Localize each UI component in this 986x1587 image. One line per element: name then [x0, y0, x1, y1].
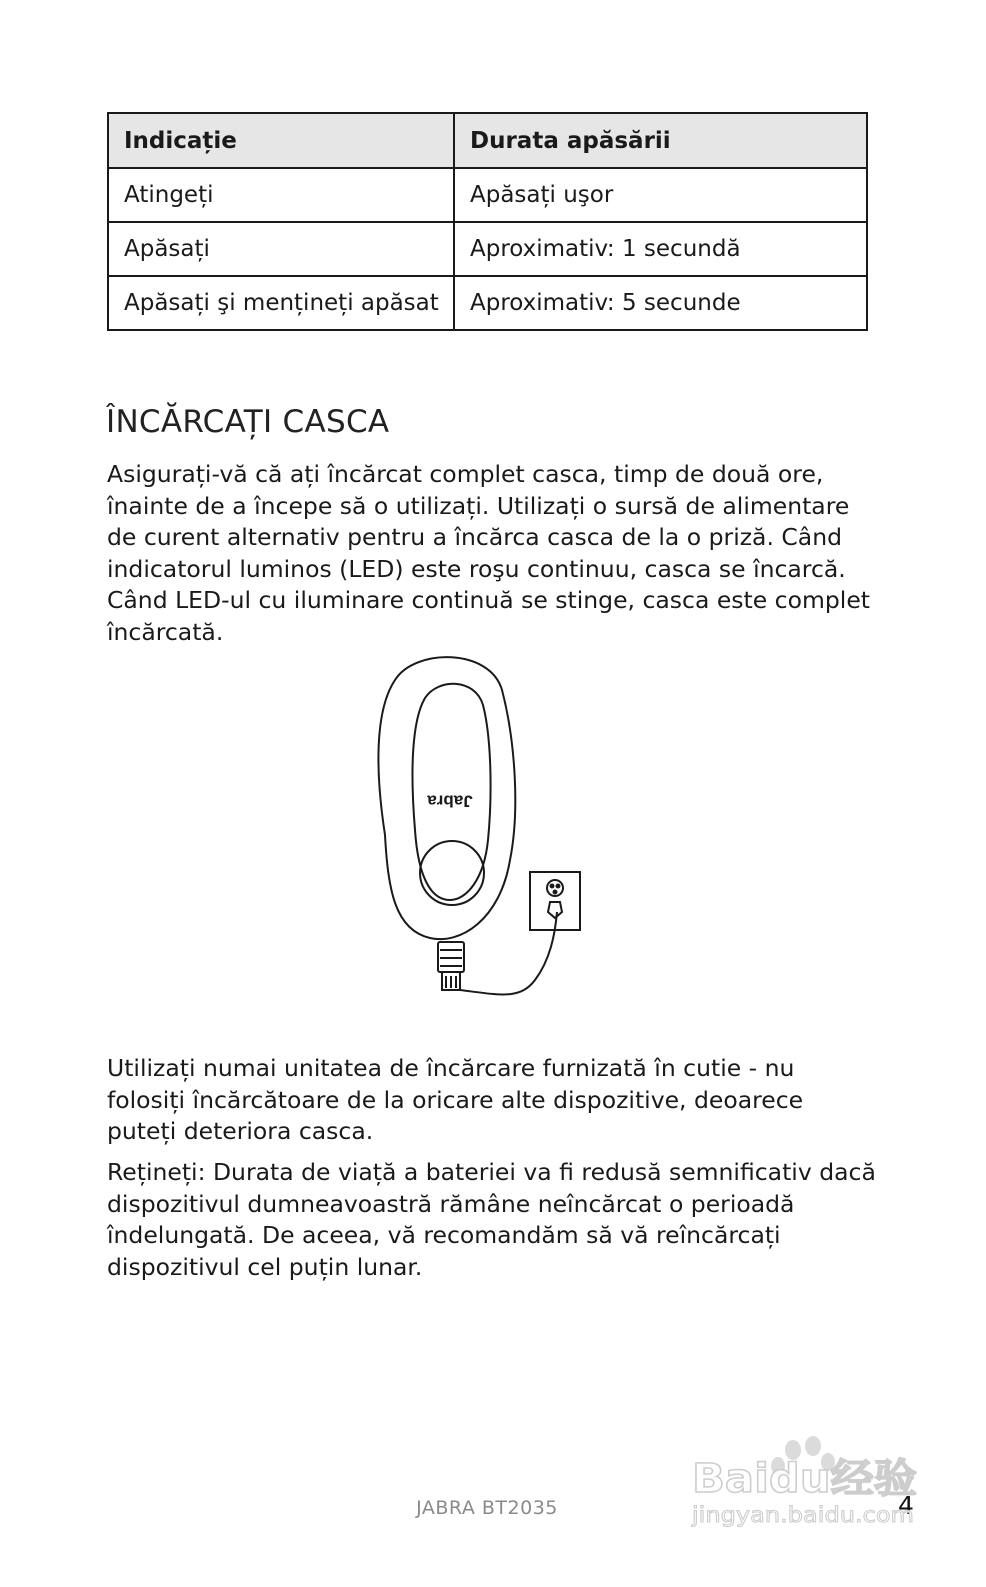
watermark-brand: Baidu经验 — [692, 1456, 917, 1502]
table-cell: Aproximativ: 1 secundă — [454, 222, 867, 276]
table-cell: Apăsați şi mențineți apăsat — [108, 276, 454, 330]
charging-intro-paragraph: Asigurați-vă că ați încărcat complet casca, timp de două ore, înainte de a începe să o utilizați. Utilizați o sursă de alimentare de curent alternativ pentru a încărca casca de la o priză. Când indicatorul luminos (LED) este roşu continuu, casca se încarcă. Când LED-ul cu iluminare continuă se stinge, casca este complet încărcată. — [107, 460, 870, 646]
charger-warning-paragraph: Utilizați numai unitatea de încărcare furnizată în cutie - nu folosiți încărcătoare de la oricare alte dispozitive, deoarece puteți deteriora casca. — [107, 1054, 804, 1145]
table-cell: Atingeți — [108, 168, 454, 222]
charger-cable — [460, 912, 557, 994]
page-number: 4 — [898, 1491, 914, 1520]
press-duration-table — [107, 112, 868, 331]
charger-brand-logo: Jabra — [427, 791, 473, 811]
table-cell: Apăsați uşor — [454, 168, 867, 222]
header-indication: Indicație — [108, 113, 454, 168]
section-heading: ÎNCĂRCAȚI CASCA — [106, 404, 390, 440]
table-row — [108, 222, 867, 276]
charger-button-circle — [420, 841, 484, 905]
baidu-watermark — [690, 1420, 920, 1535]
table-header-row — [108, 113, 867, 168]
header-duration: Durata apăsării — [454, 113, 867, 168]
watermark-url: jingyan.baidu.com — [690, 1503, 914, 1527]
battery-note-paragraph: Rețineți: Durata de viață a bateriei va fi redusă semnificativ dacă dispozitivul dumneavoastră rămâne neîncărcat o perioadă îndelungată. De aceea, vă recomandăm să vă reîncărcați dispozitivul cel puțin lunar. — [107, 1158, 876, 1281]
table-row — [108, 168, 867, 222]
table-cell: Aproximativ: 5 secunde — [454, 276, 867, 330]
footer-product-name: JABRA BT2035 — [416, 1497, 558, 1519]
table-cell: Apăsați — [108, 222, 454, 276]
charger-illustration — [370, 650, 590, 1000]
table-row — [108, 276, 867, 330]
